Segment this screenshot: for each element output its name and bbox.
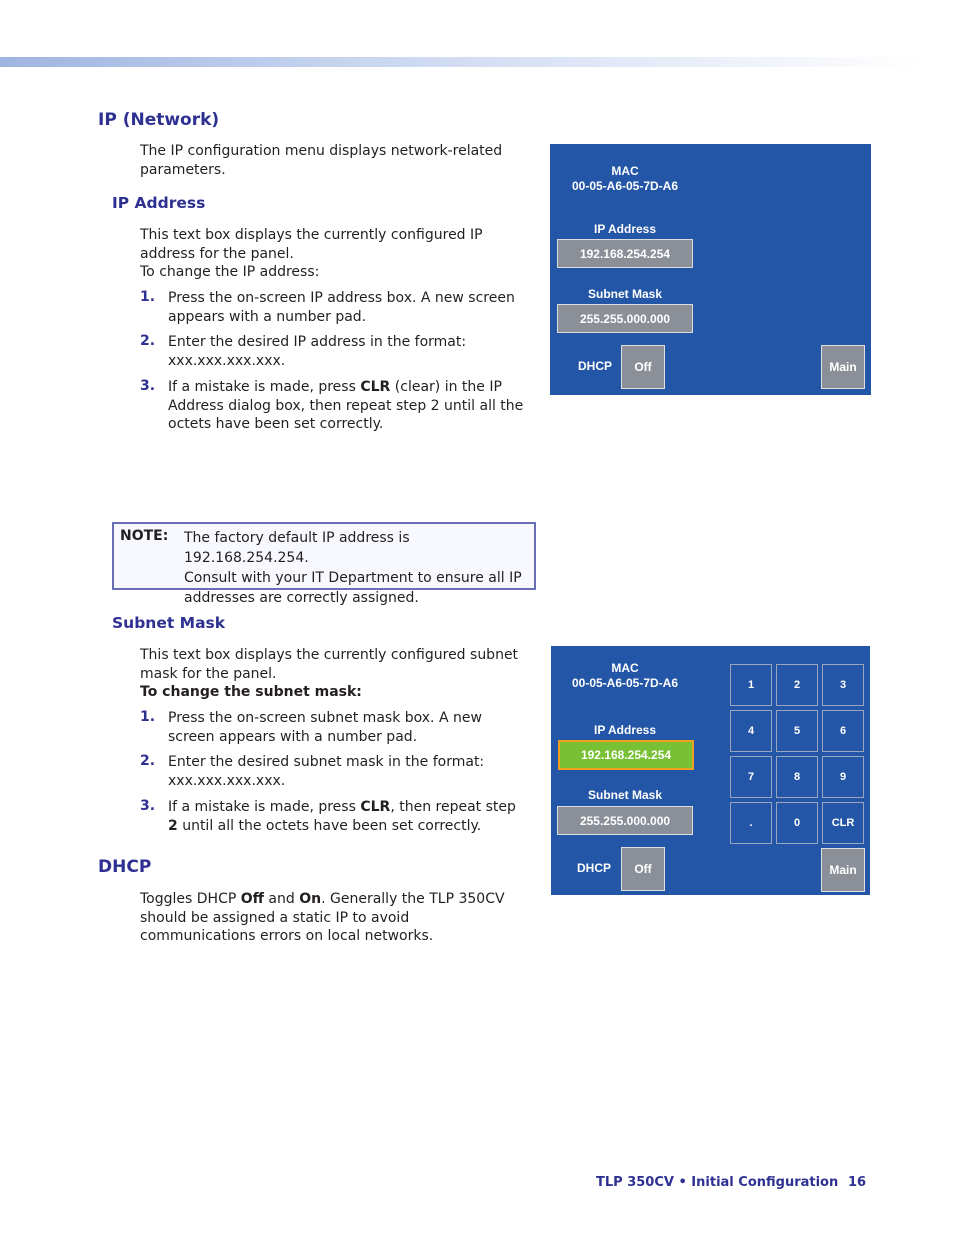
mac-label: MAC bbox=[611, 661, 639, 675]
footer-title: TLP 350CV • Initial Configuration bbox=[596, 1175, 839, 1190]
subnet-mask-field[interactable]: 255.255.000.000 bbox=[557, 304, 693, 333]
touch-panel-ip-screen bbox=[550, 144, 871, 395]
step-number: 1. bbox=[140, 709, 156, 725]
keypad-key-7[interactable]: 7 bbox=[730, 756, 772, 798]
subnet-step-2: Enter the desired subnet mask in the format: xxx.xxx.xxx.xxx. bbox=[168, 754, 485, 789]
ip-address-field[interactable]: 192.168.254.254 bbox=[557, 239, 693, 268]
keypad-key-8[interactable]: 8 bbox=[776, 756, 818, 798]
keypad-key-3[interactable]: 3 bbox=[822, 664, 864, 706]
note-box bbox=[112, 522, 536, 606]
ip-address-label: IP Address bbox=[593, 222, 657, 236]
step-number: 2. bbox=[140, 333, 156, 349]
ip-address-p2: To change the IP address: bbox=[140, 264, 320, 280]
step-number: 3. bbox=[140, 798, 156, 814]
subnet-mask-p2: To change the subnet mask: bbox=[140, 684, 362, 700]
section-title-subnet-mask: Subnet Mask bbox=[112, 614, 226, 632]
subnet-mask-label: Subnet Mask bbox=[587, 287, 662, 301]
note-text bbox=[184, 528, 529, 608]
keypad-key-0[interactable]: 0 bbox=[776, 802, 818, 844]
keypad-key-2[interactable]: 2 bbox=[776, 664, 818, 706]
section-title-dhcp: DHCP bbox=[98, 857, 152, 877]
header-gradient-bar bbox=[0, 57, 920, 67]
dhcp-off-button[interactable]: Off bbox=[621, 345, 665, 389]
keypad-key-9[interactable]: 9 bbox=[822, 756, 864, 798]
dhcp-description: Toggles DHCP Off and On. Generally the TLP 350CV should be assigned a static IP to avoid communications errors on local networks. bbox=[140, 891, 505, 944]
ip-step-3: If a mistake is made, press CLR (clear) in the IP Address dialog box, then repeat step 2 until all the octets have been set correctly. bbox=[168, 379, 524, 432]
dhcp-off-button[interactable]: Off bbox=[621, 847, 665, 891]
ip-step-1: Press the on-screen IP address box. A new screen appears with a number pad. bbox=[168, 290, 515, 325]
subnet-step-3: If a mistake is made, press CLR, then repeat step 2 until all the octets have been set correctly. bbox=[168, 799, 516, 834]
subnet-mask-p1: This text box displays the currently configured subnet mask for the panel. bbox=[140, 647, 519, 682]
section-title-ip-network: IP (Network) bbox=[98, 110, 220, 130]
keypad-key-dot[interactable]: . bbox=[730, 802, 772, 844]
ip-address-label: IP Address bbox=[593, 723, 657, 737]
dhcp-label: DHCP bbox=[578, 359, 613, 373]
mac-label: MAC bbox=[611, 164, 639, 178]
keypad-key-clr[interactable]: CLR bbox=[822, 802, 864, 844]
dhcp-label: DHCP bbox=[577, 861, 612, 875]
ip-network-intro: The IP configuration menu displays network-related parameters. bbox=[140, 143, 503, 178]
subnet-step-1: Press the on-screen subnet mask box. A new screen appears with a number pad. bbox=[168, 710, 482, 745]
subnet-mask-field[interactable]: 255.255.000.000 bbox=[557, 806, 693, 835]
ip-address-p1: This text box displays the currently configured IP address for the panel. bbox=[140, 227, 483, 262]
step-number: 2. bbox=[140, 753, 156, 769]
ip-address-field-active[interactable]: 192.168.254.254 bbox=[558, 740, 694, 770]
mac-value: 00-05-A6-05-7D-A6 bbox=[571, 179, 679, 193]
note-line-1: The factory default IP address is 192.168.254.254. bbox=[184, 530, 410, 566]
keypad-key-4[interactable]: 4 bbox=[730, 710, 772, 752]
keypad-key-6[interactable]: 6 bbox=[822, 710, 864, 752]
keypad-key-5[interactable]: 5 bbox=[776, 710, 818, 752]
main-button[interactable]: Main bbox=[821, 848, 865, 892]
page-number: 16 bbox=[848, 1175, 867, 1190]
keypad-key-1[interactable]: 1 bbox=[730, 664, 772, 706]
touch-panel-keypad-screen bbox=[551, 646, 870, 895]
mac-value: 00-05-A6-05-7D-A6 bbox=[571, 676, 679, 690]
note-label: NOTE: bbox=[120, 528, 169, 544]
step-number: 1. bbox=[140, 289, 156, 305]
step-number: 3. bbox=[140, 378, 156, 394]
section-title-ip-address: IP Address bbox=[112, 194, 206, 212]
main-button[interactable]: Main bbox=[821, 345, 865, 389]
ip-step-2: Enter the desired IP address in the format: xxx.xxx.xxx.xxx. bbox=[168, 334, 467, 369]
subnet-mask-label: Subnet Mask bbox=[587, 788, 662, 802]
note-line-2: Consult with your IT Department to ensure all IP addresses are correctly assigned. bbox=[184, 570, 522, 606]
